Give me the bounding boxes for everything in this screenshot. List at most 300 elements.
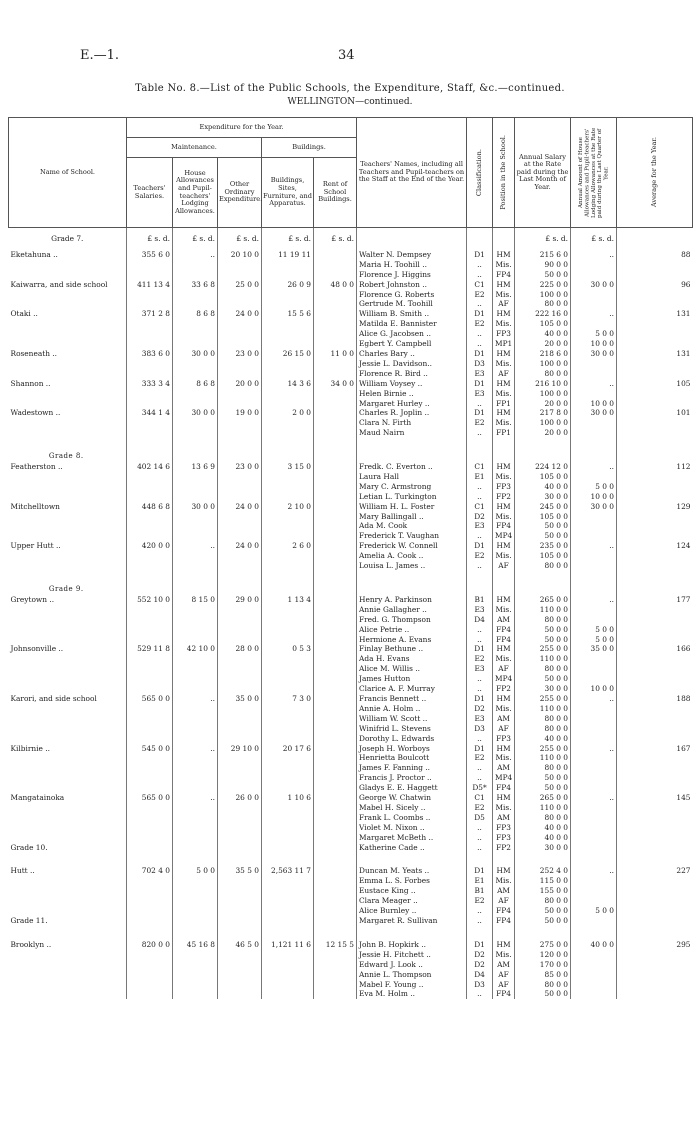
position: AF [493, 970, 515, 980]
school-name: Kaiwarra, and side school [10, 279, 108, 289]
teacher-name: Gertrude M. Toohill [357, 299, 467, 309]
annual-salary: 110 0 0 [515, 803, 571, 813]
house-allowance-amount: 5 0 0 [571, 906, 617, 916]
annual-salary: 80 0 0 [515, 813, 571, 823]
teacher-name: Alice Petrie .. [357, 625, 467, 635]
school-name: Upper Hutt .. [10, 541, 61, 551]
other-expenditure: 25 0 0 [218, 280, 262, 290]
annual-salary: 80 0 0 [515, 763, 571, 773]
teacher-name: Charles R. Joplin .. [357, 408, 467, 418]
school-name: Grade 10. [10, 842, 48, 852]
position: FP3 [493, 833, 515, 843]
classification: D2 [467, 512, 493, 522]
average-attendance: 295 [617, 940, 693, 950]
teachers-salaries: 371 2 8 [127, 309, 173, 319]
position: HM [493, 280, 515, 290]
position: HM [493, 462, 515, 472]
annual-salary: 225 0 0 [515, 280, 571, 290]
teacher-name: Helen Birnie .. [357, 389, 467, 399]
average-attendance: 166 [617, 644, 693, 654]
teacher-name: Mary C. Armstrong [357, 482, 467, 492]
classification: B1 [467, 886, 493, 896]
average-attendance: 88 [617, 250, 693, 260]
teachers-salaries: 402 14 6 [127, 462, 173, 472]
teacher-name: Florence R. Bird .. [357, 369, 467, 379]
position: Mis. [493, 704, 515, 714]
average-attendance: 105 [617, 379, 693, 389]
position: Mis. [493, 260, 515, 270]
classification: .. [467, 399, 493, 409]
table-row [9, 482, 693, 492]
position: Mis. [493, 319, 515, 329]
other-expenditure: 28 0 0 [218, 644, 262, 654]
table-row [9, 379, 693, 389]
buildings-sites: 20 17 6 [262, 744, 314, 754]
annual-salary: 100 0 0 [515, 418, 571, 428]
annual-salary: 120 0 0 [515, 950, 571, 960]
annual-salary: 85 0 0 [515, 970, 571, 980]
classification: .. [467, 635, 493, 645]
table-row [9, 635, 693, 645]
house-allowance-amount: .. [571, 309, 617, 319]
table-row [9, 512, 693, 522]
annual-salary: 255 0 0 [515, 694, 571, 704]
house-allowances: 30 0 0 [173, 349, 218, 359]
house-allowances: .. [173, 694, 218, 704]
teacher-name: Ada H. Evans [357, 654, 467, 664]
classification: .. [467, 823, 493, 833]
table-row [9, 250, 693, 260]
classification: D1 [467, 940, 493, 950]
table-row [9, 906, 693, 916]
classification: D3 [467, 724, 493, 734]
annual-salary: 50 0 0 [515, 531, 571, 541]
col-buildings-sites: Buildings, Sites, Furniture, and Apparatus. [262, 158, 314, 228]
annual-salary: 80 0 0 [515, 896, 571, 906]
grade-heading: Grade 9. [48, 585, 84, 593]
classification: .. [467, 270, 493, 280]
teacher-name: James Hutton [357, 674, 467, 684]
table-row [9, 502, 693, 512]
classification: E2 [467, 551, 493, 561]
buildings-sites: 1,121 11 6 [262, 940, 314, 950]
annual-salary: 40 0 0 [515, 482, 571, 492]
position: Mis. [493, 753, 515, 763]
other-expenditure: 26 0 0 [218, 793, 262, 803]
table-subtitle: WELLINGTON—continued. [287, 97, 413, 107]
position: FP4 [493, 783, 515, 793]
table-row [9, 876, 693, 886]
annual-salary: 50 0 0 [515, 674, 571, 684]
other-expenditure: 24 0 0 [218, 502, 262, 512]
average-attendance: 177 [617, 595, 693, 605]
classification: .. [467, 531, 493, 541]
house-allowance-amount: .. [571, 793, 617, 803]
position: AF [493, 664, 515, 674]
house-allowance-amount: .. [571, 595, 617, 605]
annual-salary: 80 0 0 [515, 664, 571, 674]
teachers-salaries: 344 1 4 [127, 408, 173, 418]
annual-salary: 235 0 0 [515, 541, 571, 551]
house-allowance-amount: .. [571, 462, 617, 472]
teacher-name: Fred. G. Thompson [357, 615, 467, 625]
position: FP4 [493, 521, 515, 531]
buildings-sites: 11 19 11 [262, 250, 314, 260]
table-row [9, 744, 693, 754]
classification: .. [467, 843, 493, 853]
classification: E2 [467, 418, 493, 428]
position: FP4 [493, 906, 515, 916]
classification: .. [467, 684, 493, 694]
classification: E1 [467, 472, 493, 482]
table-row [9, 615, 693, 625]
teacher-name: Frederick W. Connell [357, 541, 467, 551]
unit-label: £ s. d. [515, 228, 571, 250]
classification: D4 [467, 970, 493, 980]
annual-salary: 105 0 0 [515, 319, 571, 329]
table-row [9, 492, 693, 502]
annual-salary: 100 0 0 [515, 359, 571, 369]
teacher-name: George W. Chatwin [357, 793, 467, 803]
annual-salary: 50 0 0 [515, 906, 571, 916]
table-row [9, 734, 693, 744]
teacher-name: Edward J. Look .. [357, 960, 467, 970]
teachers-salaries: 355 6 0 [127, 250, 173, 260]
classification: C1 [467, 462, 493, 472]
position: FP2 [493, 684, 515, 694]
house-allowances: 8 6 8 [173, 379, 218, 389]
classification: D5 [467, 813, 493, 823]
position: MP4 [493, 531, 515, 541]
house-allowances: 30 0 0 [173, 502, 218, 512]
classification: C1 [467, 502, 493, 512]
table-row [9, 399, 693, 409]
average-attendance: 112 [617, 462, 693, 472]
table-row [9, 793, 693, 803]
table-row [9, 339, 693, 349]
position: Mis. [493, 950, 515, 960]
classification: E2 [467, 654, 493, 664]
teacher-name: Annie L. Thompson [357, 970, 467, 980]
position: FP4 [493, 625, 515, 635]
table-row [9, 916, 693, 926]
house-allowance-amount: 10 0 0 [571, 399, 617, 409]
classification: .. [467, 428, 493, 438]
classification: .. [467, 561, 493, 571]
house-allowance-amount: 10 0 0 [571, 684, 617, 694]
position: AF [493, 980, 515, 990]
position: FP4 [493, 916, 515, 926]
house-allowance-amount: .. [571, 866, 617, 876]
teacher-name: Alice M. Willis .. [357, 664, 467, 674]
teacher-name: Katherine Cade .. [357, 843, 467, 853]
annual-salary: 245 0 0 [515, 502, 571, 512]
buildings-sites: 2 0 0 [262, 408, 314, 418]
col-expenditure: Expenditure for the Year. [127, 118, 357, 138]
table-row [9, 408, 693, 418]
teachers-salaries: 552 10 0 [127, 595, 173, 605]
classification: .. [467, 916, 493, 926]
house-allowances: .. [173, 744, 218, 754]
classification: D2 [467, 704, 493, 714]
classification: D1 [467, 408, 493, 418]
average-attendance: 124 [617, 541, 693, 551]
house-allowance-amount: .. [571, 379, 617, 389]
table-row [9, 866, 693, 876]
position: MP4 [493, 674, 515, 684]
position: Mis. [493, 605, 515, 615]
house-allowance-amount: .. [571, 744, 617, 754]
col-house-allowances: House Allowances and Pupil-teachers' Lodging Allowances. [173, 158, 218, 228]
col-annual-salary: Annual Salary at the Rate paid during the Last Month of Year. [515, 118, 571, 228]
annual-salary: 80 0 0 [515, 369, 571, 379]
position: HM [493, 349, 515, 359]
position: HM [493, 694, 515, 704]
house-allowance-amount: 10 0 0 [571, 492, 617, 502]
average-attendance: 167 [617, 744, 693, 754]
teacher-name: Florence G. Roberts [357, 290, 467, 300]
unit-label: £ s. d. [262, 228, 314, 250]
teacher-name: Alice Burnley .. [357, 906, 467, 916]
annual-salary: 265 0 0 [515, 793, 571, 803]
other-expenditure: 20 0 0 [218, 379, 262, 389]
annual-salary: 80 0 0 [515, 615, 571, 625]
teacher-name: James F. Fanning .. [357, 763, 467, 773]
table-row [9, 595, 693, 605]
annual-salary: 105 0 0 [515, 472, 571, 482]
classification: D4 [467, 615, 493, 625]
position: FP2 [493, 492, 515, 502]
schools-table [8, 117, 693, 999]
house-allowance-amount: 35 0 0 [571, 644, 617, 654]
annual-salary: 50 0 0 [515, 773, 571, 783]
col-buildings: Buildings. [262, 138, 357, 158]
teacher-name: Letian L. Turkington [357, 492, 467, 502]
classification: E3 [467, 389, 493, 399]
teacher-name: Maria H. Toohill .. [357, 260, 467, 270]
table-row [9, 359, 693, 369]
teachers-salaries: 529 11 8 [127, 644, 173, 654]
average-attendance: 227 [617, 866, 693, 876]
position: HM [493, 250, 515, 260]
teachers-salaries: 411 13 4 [127, 280, 173, 290]
section-code: E.—1. [80, 48, 120, 63]
col-teachers-salaries: Teachers' Salaries. [127, 158, 173, 228]
annual-salary: 20 0 0 [515, 428, 571, 438]
annual-salary: 100 0 0 [515, 290, 571, 300]
buildings-sites: 2,563 11 7 [262, 866, 314, 876]
house-allowances: .. [173, 250, 218, 260]
position: FP1 [493, 428, 515, 438]
classification: D3 [467, 359, 493, 369]
other-expenditure: 46 5 0 [218, 940, 262, 950]
teacher-name: Frederick T. Vaughan [357, 531, 467, 541]
house-allowances: 42 10 0 [173, 644, 218, 654]
teacher-name: Maud Nairn [357, 428, 467, 438]
table-row [9, 813, 693, 823]
table-row [9, 329, 693, 339]
teachers-salaries: 420 0 0 [127, 541, 173, 551]
annual-salary: 40 0 0 [515, 823, 571, 833]
position: FP4 [493, 270, 515, 280]
position: FP1 [493, 399, 515, 409]
teachers-salaries: 565 0 0 [127, 694, 173, 704]
unit-label: £ s. d. [127, 228, 173, 250]
classification: E3 [467, 369, 493, 379]
teacher-name: Winifrid L. Stevens [357, 724, 467, 734]
position: FP3 [493, 329, 515, 339]
classification: D1 [467, 541, 493, 551]
buildings-sites: 14 3 6 [262, 379, 314, 389]
table-row [9, 605, 693, 615]
annual-salary: 50 0 0 [515, 270, 571, 280]
classification: D2 [467, 950, 493, 960]
classification: D1 [467, 309, 493, 319]
classification: .. [467, 734, 493, 744]
position: HM [493, 866, 515, 876]
classification: .. [467, 260, 493, 270]
annual-salary: 222 16 0 [515, 309, 571, 319]
table-row [9, 541, 693, 551]
table-row [9, 783, 693, 793]
table-row [9, 319, 693, 329]
teacher-name: William B. Smith .. [357, 309, 467, 319]
table-row [9, 260, 693, 270]
position: HM [493, 502, 515, 512]
annual-salary: 110 0 0 [515, 605, 571, 615]
position: Mis. [493, 654, 515, 664]
house-allowance-amount: 30 0 0 [571, 349, 617, 359]
house-allowance-amount: 5 0 0 [571, 625, 617, 635]
table-row [9, 531, 693, 541]
classification: E3 [467, 714, 493, 724]
position: Mis. [493, 803, 515, 813]
teacher-name: Matilda E. Bannister [357, 319, 467, 329]
position: HM [493, 379, 515, 389]
teacher-name: Hermione A. Evans [357, 635, 467, 645]
table-row [9, 950, 693, 960]
table-row [9, 886, 693, 896]
teachers-salaries: 565 0 0 [127, 793, 173, 803]
teacher-name: Clara N. Firth [357, 418, 467, 428]
other-expenditure: 19 0 0 [218, 408, 262, 418]
table-row [9, 521, 693, 531]
teachers-salaries: 448 6 8 [127, 502, 173, 512]
classification: E2 [467, 803, 493, 813]
teacher-name: Amelia A. Cook .. [357, 551, 467, 561]
teacher-name: Egbert Y. Campbell [357, 339, 467, 349]
teacher-name: Henry A. Parkinson [357, 595, 467, 605]
unit-label: £ s. d. [571, 228, 617, 250]
unit-label: £ s. d. [314, 228, 357, 250]
house-allowances: .. [173, 541, 218, 551]
teachers-salaries: 702 4 0 [127, 866, 173, 876]
teacher-name: Margaret R. Sullivan [357, 916, 467, 926]
table-row [9, 773, 693, 783]
table-row [9, 674, 693, 684]
buildings-sites: 2 10 0 [262, 502, 314, 512]
position: HM [493, 744, 515, 754]
table-row [9, 833, 693, 843]
school-name: Hutt .. [10, 866, 35, 876]
position: HM [493, 408, 515, 418]
table-row [9, 753, 693, 763]
school-name: Mangatainoka [10, 793, 65, 803]
table-row [9, 989, 693, 999]
annual-salary: 217 8 0 [515, 408, 571, 418]
page-number: 34 [338, 48, 355, 63]
table-row [9, 309, 693, 319]
school-name: Featherston .. [10, 462, 63, 472]
other-expenditure: 23 0 0 [218, 349, 262, 359]
annual-salary: 50 0 0 [515, 521, 571, 531]
teacher-name: Francis Bennett .. [357, 694, 467, 704]
house-allowances: 45 16 8 [173, 940, 218, 950]
average-attendance: 145 [617, 793, 693, 803]
teacher-name: Eustace King .. [357, 886, 467, 896]
annual-salary: 105 0 0 [515, 551, 571, 561]
other-expenditure: 29 0 0 [218, 595, 262, 605]
position: MP4 [493, 773, 515, 783]
table-row [9, 462, 693, 472]
table-row [9, 970, 693, 980]
table-row [9, 280, 693, 290]
classification: E2 [467, 319, 493, 329]
house-allowances: .. [173, 793, 218, 803]
classification: C1 [467, 793, 493, 803]
table-row [9, 270, 693, 280]
table-row [9, 843, 693, 853]
table-row [9, 418, 693, 428]
annual-salary: 50 0 0 [515, 989, 571, 999]
teacher-name: Margaret Hurley .. [357, 399, 467, 409]
position: FP3 [493, 482, 515, 492]
table-row [9, 472, 693, 482]
classification: .. [467, 625, 493, 635]
house-allowances: 8 15 0 [173, 595, 218, 605]
other-expenditure: 35 0 0 [218, 694, 262, 704]
house-allowance-amount: 10 0 0 [571, 339, 617, 349]
position: AF [493, 724, 515, 734]
annual-salary: 80 0 0 [515, 714, 571, 724]
classification: E3 [467, 605, 493, 615]
average-attendance: 129 [617, 502, 693, 512]
table-row [9, 694, 693, 704]
buildings-sites: 0 5 3 [262, 644, 314, 654]
position: AF [493, 561, 515, 571]
teacher-name: Eva M. Holm .. [357, 989, 467, 999]
teacher-name: Gladys E. E. Haggett [357, 783, 467, 793]
teachers-salaries: 383 6 0 [127, 349, 173, 359]
teachers-salaries: 545 0 0 [127, 744, 173, 754]
classification: E2 [467, 753, 493, 763]
table-row [9, 724, 693, 734]
classification: D2 [467, 960, 493, 970]
position: Mis. [493, 290, 515, 300]
classification: E3 [467, 664, 493, 674]
teacher-name: Jessie H. Fitchett .. [357, 950, 467, 960]
average-attendance: 131 [617, 349, 693, 359]
annual-salary: 216 10 0 [515, 379, 571, 389]
classification: D1 [467, 349, 493, 359]
position: AF [493, 896, 515, 906]
position: AM [493, 714, 515, 724]
other-expenditure: 23 0 0 [218, 462, 262, 472]
table-row [9, 644, 693, 654]
table-row [9, 389, 693, 399]
classification: D1 [467, 644, 493, 654]
position: Mis. [493, 876, 515, 886]
